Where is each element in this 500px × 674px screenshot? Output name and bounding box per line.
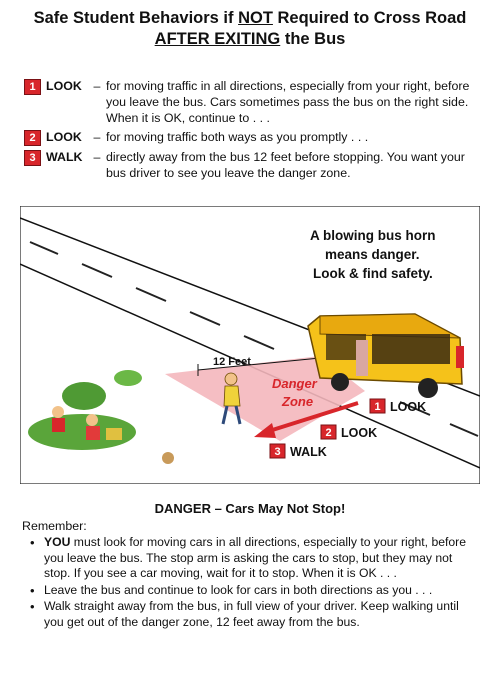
- title-emphasis-after-exiting: AFTER EXITING: [154, 30, 281, 48]
- step-action-word: LOOK: [46, 79, 82, 93]
- step-3: 3 WALK – directly away from the bus 12 feet before stopping. You want your bus driver to see you leave the danger zone.: [24, 149, 484, 181]
- danger-heading: DANGER – Cars May Not Stop!: [154, 501, 346, 516]
- title-line-1: Safe Student Behaviors if NOT Required to Cross Road: [33, 9, 467, 27]
- svg-text:Zone: Zone: [282, 394, 314, 409]
- step-number-badge: 2: [24, 130, 41, 146]
- scene-svg: [20, 206, 480, 484]
- label-1-look: [370, 399, 426, 414]
- step-number-badge: 3: [24, 150, 41, 166]
- step-description: directly away from the bus 12 feet before stopping. You want your bus driver to see you leave the danger zone.: [106, 150, 465, 180]
- horn-text-line-1: A blowing bus horn: [310, 228, 436, 243]
- page-title: [0, 8, 500, 50]
- horn-text-line-3: Look & find safety.: [313, 266, 433, 281]
- label-3-walk: [270, 444, 327, 459]
- step-action-word: WALK: [46, 150, 83, 164]
- bus-stop-illustration: [20, 206, 480, 484]
- step-description: for moving traffic both ways as you promptly . . .: [106, 130, 369, 144]
- distance-label: 12 Feet: [213, 356, 251, 368]
- label-2-look: [321, 425, 377, 440]
- svg-text:WALK: WALK: [290, 445, 327, 459]
- step-2: 2 LOOK – for moving traffic both ways as you promptly . . .: [24, 129, 484, 146]
- svg-text:LOOK: LOOK: [341, 426, 378, 440]
- step-action-word: LOOK: [46, 130, 82, 144]
- list-item: • Walk straight away from the bus, in full view of your driver. Keep walking until you get out of the danger zone, 12 feet away from the bus.: [28, 599, 480, 630]
- svg-text:3: 3: [274, 446, 281, 458]
- svg-text:2: 2: [325, 427, 332, 439]
- list-item: • Leave the bus and continue to look for cars in both directions as you . . .: [28, 583, 480, 599]
- step-1: 1 LOOK – for moving traffic in all directions, especially from your right, before you leave the bus. Cars sometimes pass the bus on the right side. When it is OK, continue to . . .: [24, 78, 484, 126]
- title-line-2: AFTER EXITING the Bus: [154, 30, 346, 48]
- danger-zone-label: Danger: [272, 376, 317, 391]
- horn-text-line-2: means danger.: [325, 247, 420, 262]
- step-description: for moving traffic in all directions, especially from your right, before you leave the bus. Cars sometimes pass the bus on the right side. When it is OK, continue to . . .: [106, 79, 470, 125]
- step-number-badge: 1: [24, 79, 41, 95]
- svg-text:LOOK: LOOK: [390, 400, 427, 414]
- reminder-list: [28, 535, 480, 631]
- svg-text:1: 1: [374, 401, 381, 413]
- remember-label: Remember:: [22, 519, 87, 533]
- title-emphasis-not: NOT: [238, 9, 273, 27]
- steps-list: [24, 78, 484, 184]
- list-item: • YOU must look for moving cars in all directions, especially to your right, before you leave the bus. The stop arm is asking the cars to stop, but they may not stop. If you see a car moving, wait for it to stop. When it is OK . . .: [28, 535, 480, 582]
